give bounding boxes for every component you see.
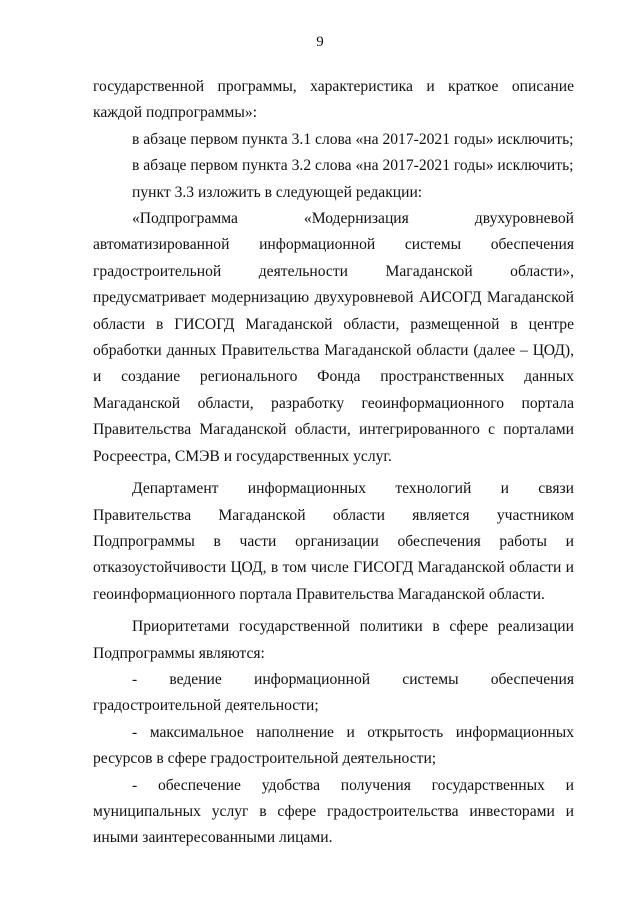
- document-body: [93, 74, 574, 852]
- paragraph-priorities: Приоритетами государственной политики в сфере реализации Подпрограммы являются:: [93, 618, 574, 662]
- paragraph-program-description: государственной программы, характеристика и краткое описание каждой подпрограммы»:: [93, 78, 574, 122]
- page-number: 9: [316, 34, 324, 50]
- paragraph-subprogram-modernization: «Подпрограмма «Модернизация двухуровневой автоматизированной информационной системы обеспечения градостроительной деятельности Магаданской области», предусматривает модернизацию двухуровневой АИСОГД Магаданской области в ГИСОГД Магаданской области, размещенной в центре обработки данных Правительства Магаданской области (далее – ЦОД), и создание регионального Фонда пространственных данных Магаданской области, разработку геоинформационного портала Правительства Магаданской области, интегрированного с порталами Росреестра, СМЭВ и государственных услуг.: [93, 210, 574, 465]
- list-item-priority-1: - ведение информационной системы обеспечения градостроительной деятельности;: [93, 670, 574, 715]
- paragraph-point-3-1: в абзаце первом пункта 3.1 слова «на 2017-2021 годы» исключить;: [132, 130, 574, 148]
- paragraph-point-3-2: в абзаце первом пункта 3.2 слова «на 2017-2021 годы» исключить;: [132, 157, 574, 175]
- list-item-priority-3: - обеспечение удобства получения государственных и муниципальных услуг в сфере градостроительства инвесторами и иными заинтересованными лицами.: [93, 776, 574, 847]
- paragraph-point-3-3: пункт 3.3 изложить в следующей редакции:: [132, 183, 423, 201]
- list-item-priority-2: - максимальное наполнение и открытость информационных ресурсов в сфере градостроительной деятельности;: [93, 723, 574, 768]
- paragraph-it-department: Департамент информационных технологий и связи Правительства Магаданской области является участником Подпрограммы в части организации обеспечения работы и отказоустойчивости ЦОД, в том числе ГИСОГД Магаданской области и геоинформационного портала Правительства Магаданской области.: [93, 480, 574, 603]
